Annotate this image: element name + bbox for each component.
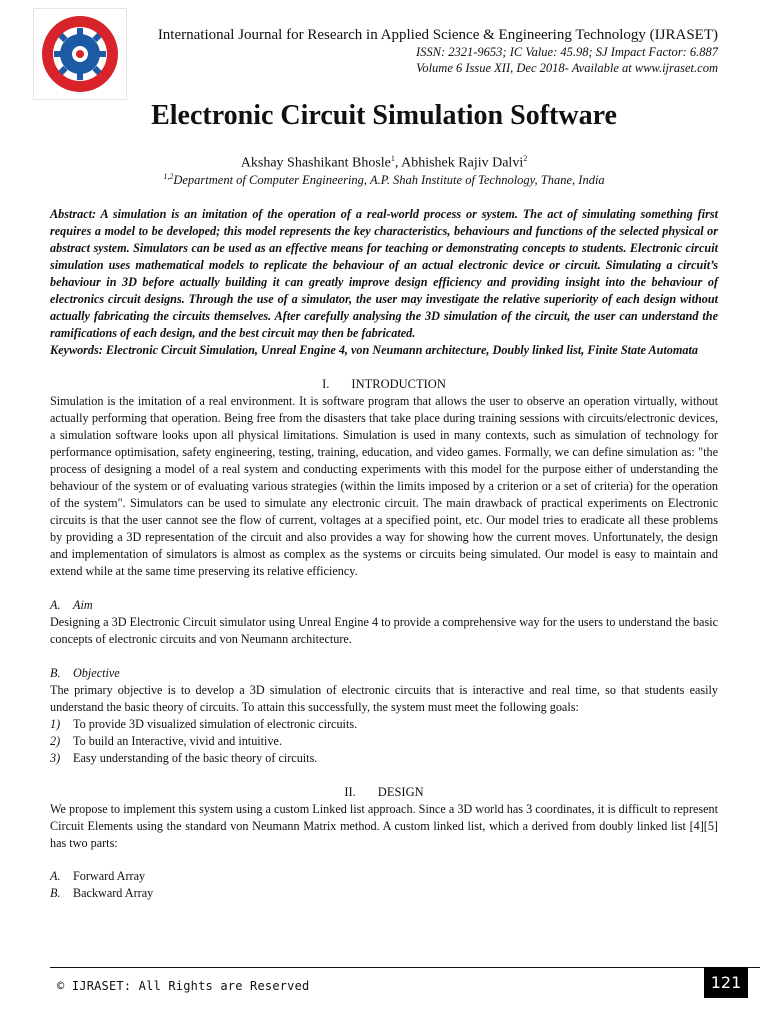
list-item (50, 868, 718, 885)
list-item-text: Forward Array (73, 869, 146, 883)
subsection-title: Objective (73, 666, 120, 680)
author-1-sup: 1 (390, 154, 395, 163)
list-marker: 2) (50, 734, 61, 748)
section-heading-introduction (50, 376, 718, 393)
list-marker: 3) (50, 751, 61, 765)
affiliation-sup: 1,2 (163, 172, 174, 181)
paper-affiliation (0, 172, 768, 188)
author-2: Abhishek Rajiv Dalvi (401, 155, 524, 171)
objective-goals-list (50, 716, 718, 767)
section-number: II. (344, 785, 356, 799)
footer-rule (50, 967, 760, 968)
subsection-letter: A. (50, 598, 61, 612)
keywords (50, 342, 718, 359)
subsection-heading-objective (50, 665, 718, 682)
section-number: I. (322, 377, 330, 391)
journal-seal-logo-icon (34, 9, 126, 99)
design-parts-list (50, 868, 718, 902)
list-item (50, 750, 718, 767)
list-item (50, 733, 718, 750)
journal-name: International Journal for Research in Applied Science & Engineering Technology (IJRASET) (157, 27, 718, 43)
list-item (50, 716, 718, 733)
journal-volume-line: Volume 6 Issue XII, Dec 2018- Available at www.ijraset.com (416, 61, 718, 75)
keywords-text: : Electronic Circuit Simulation, Unreal Engine 4, von Neumann architecture, Doubly linked list, Finite State Automata (98, 343, 698, 357)
page-number: 121 (704, 967, 748, 998)
paper-authors (0, 154, 768, 172)
author-2-sup: 2 (523, 154, 528, 163)
list-marker: A. (50, 869, 61, 883)
subsection-heading-aim (50, 597, 718, 614)
paper-body (50, 206, 718, 902)
list-item-text: Easy understanding of the basic theory of circuits. (73, 751, 318, 765)
list-marker: B. (50, 886, 61, 900)
journal-issn-line: ISSN: 2321-9653; IC Value: 45.98; SJ Impact Factor: 6.887 (415, 45, 718, 59)
section-heading-design (50, 784, 718, 801)
aim-paragraph: Designing a 3D Electronic Circuit simulator using Unreal Engine 4 to provide a comprehensive way for the users to understand the basic concepts of electronic circuits and von Neumann architecture. (50, 615, 718, 646)
paper-title: Electronic Circuit Simulation Software (151, 100, 617, 131)
abstract: Abstract: A simulation is an imitation of the operation of a real-world process or system. The act of simulating something first requires a model to be developed; this model represents the key characteristics, behaviours and functions of the selected physical or abstract system. Simulators can be used as an effective means for teaching or demonstrating concepts to students. Electronic circuit simulation uses mathematical models to replicate the behaviour of an actual electronic device or circuit. Simulating a circuit’s behaviour in 3D before actually building it can greatly improve design efficiency and providing insight into the behaviour of electronics circuit designs. Through the use of a simulator, the user may investigate the relative superiority of each design without actually fabricating the circuits themselves. After carefully analysing the 3D simulation of the circuit, the user can understand the ramifications of each design, and the best circuit may then be fabricated. (50, 207, 718, 340)
subsection-title: Aim (73, 598, 93, 612)
list-item (50, 885, 718, 902)
subsection-letter: B. (50, 666, 61, 680)
author-separator: , (394, 155, 402, 171)
list-marker: 1) (50, 717, 61, 731)
journal-header (140, 27, 718, 76)
design-paragraph: We propose to implement this system using a custom Linked list approach. Since a 3D world has 3 coordinates, it is difficult to represent Circuit Elements using the standard von Neumann Matrix method. A custom linked list, which a derived from doubly linked list [4][5] has two parts: (50, 802, 718, 850)
list-item-text: To provide 3D visualized simulation of electronic circuits. (73, 717, 358, 731)
objective-paragraph: The primary objective is to develop a 3D simulation of electronic circuits that is interactive and real time, so that students easily understand the basic theory of circuits. To attain this successfully, the system must meet the following goals: (50, 683, 718, 714)
journal-logo (33, 8, 127, 100)
section-title: INTRODUCTION (351, 377, 446, 391)
footer-copyright: © IJRASET: All Rights are Reserved (57, 979, 310, 993)
list-item-text: To build an Interactive, vivid and intuitive. (73, 734, 282, 748)
list-item-text: Backward Array (73, 886, 154, 900)
keywords-label: Keywords (50, 343, 99, 357)
section-title: DESIGN (377, 785, 424, 799)
author-1: Akshay Shashikant Bhosle (240, 155, 391, 171)
introduction-paragraph: Simulation is the imitation of a real environment. It is software program that allows the user to observe an operation virtually, without actually performing that operation. Being free from the disasters that take place during training sessions with circuits/electronic devices, a simulation software looks upon all physical limitations. Simulation is used in many contexts, such as simulation of technology for performance optimisation, safety engineering, testing, training, education, and video games. Formally, we can define simulation as: "the process of designing a model of a real system and conducting experiments with this model for the purpose either of understanding the behaviour of the system or of evaluating various strategies (within the limits imposed by a criterion or a set of criteria) for the operation of the system". Simulators can be used to simulate any electronic circuit. The main drawback of practical experiments on Electronic circuits is that the user cannot see the flow of current, voltages at a specified point, etc. Our model tries to eradicate all these problems by providing a 3D representation of the circuit and also provides a way for showing how the current moves. Unfortunately, the design and implementation of simulators is almost as complex as the systems or circuits being simulated. Our model is easy to maintain and extend while at the same time preserving its relative efficiency. (50, 394, 718, 578)
affiliation-text: Department of Computer Engineering, A.P. Shah Institute of Technology, Thane, India (173, 173, 605, 188)
